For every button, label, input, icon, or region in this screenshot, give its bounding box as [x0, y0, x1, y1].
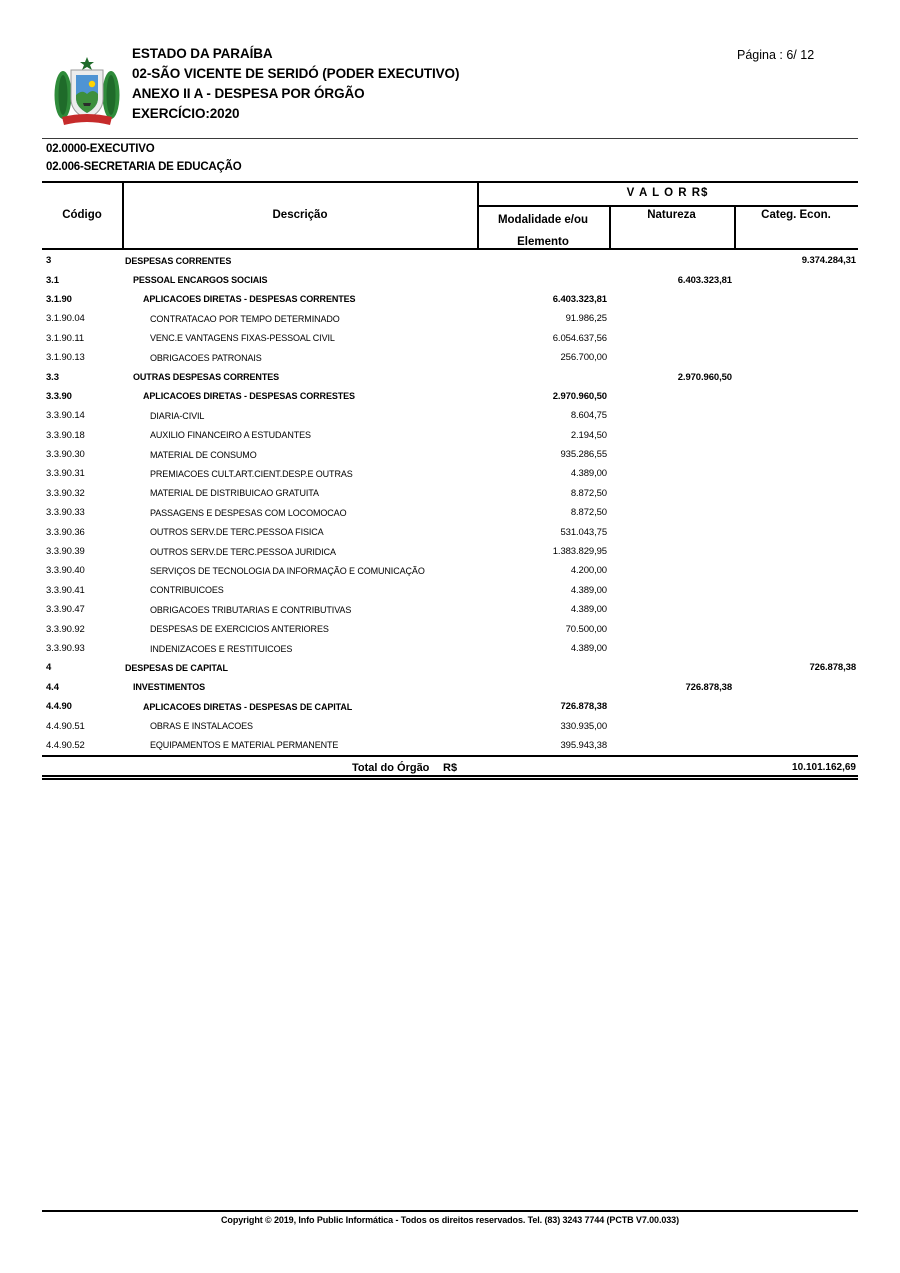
row-modalidade-value: 726.878,38: [560, 701, 607, 713]
row-code: 4.4: [46, 681, 59, 693]
row-description: CONTRATACAO POR TEMPO DETERMINADO: [150, 313, 340, 324]
exercise-year: EXERCÍCIO:2020: [132, 106, 240, 121]
row-code: 4.4.90.52: [46, 739, 85, 751]
row-description: OBRIGACOES TRIBUTARIAS E CONTRIBUTIVAS: [150, 604, 352, 615]
column-header-categ-econ: Categ. Econ.: [761, 209, 831, 221]
row-modalidade-value: 2.970.960,50: [552, 390, 607, 402]
row-code: 4.4.90.51: [46, 720, 85, 732]
table-row: [42, 348, 858, 367]
row-modalidade-value: 2.194,50: [570, 429, 607, 441]
row-description: DESPESAS CORRENTES: [125, 255, 232, 266]
row-code: 3.3.90.31: [46, 468, 85, 480]
row-description: OUTROS SERV.DE TERC.PESSOA JURIDICA: [150, 546, 336, 557]
table-row: [42, 678, 858, 697]
row-description: CONTRIBUICOES: [150, 585, 224, 596]
row-modalidade-value: 4.389,00: [570, 643, 607, 654]
table-row: [42, 445, 858, 464]
row-modalidade-value: 531.043,75: [560, 526, 607, 538]
row-code: 3.3.90.39: [46, 546, 85, 558]
valor-group-divider: [477, 205, 858, 207]
paraiba-coat-of-arms-logo: [54, 57, 120, 131]
row-code: 3.1.90.13: [46, 352, 85, 364]
row-code: 3.3.90.36: [46, 526, 85, 538]
modalidade-line1: Modalidade e/ou: [497, 214, 589, 226]
row-code: 3.1.90.11: [46, 332, 85, 344]
table-row: [42, 716, 858, 735]
row-code: 3.3.90.33: [46, 507, 85, 519]
table-body: [42, 250, 858, 755]
table-row: [42, 619, 858, 638]
row-description: MATERIAL DE DISTRIBUICAO GRATUITA: [150, 488, 319, 499]
table-row: [42, 329, 858, 348]
section-power: 02.0000-EXECUTIVO: [46, 143, 155, 155]
row-description: MATERIAL DE CONSUMO: [150, 449, 257, 460]
row-description: DESPESAS DE EXERCICIOS ANTERIORES: [150, 624, 329, 635]
row-description: PASSAGENS E DESPESAS COM LOCOMOCAO: [150, 507, 347, 518]
table-row: [42, 639, 858, 658]
table-row: [42, 251, 858, 270]
row-natureza-value: 2.970.960,50: [677, 371, 732, 383]
row-description: PREMIACOES CULT.ART.CIENT.DESP.E OUTRAS: [150, 468, 353, 479]
table-row: [42, 697, 858, 716]
expense-table: [42, 181, 858, 780]
row-code: 3.3.90.40: [46, 565, 85, 577]
table-row: [42, 522, 858, 541]
row-description: VENC.E VANTAGENS FIXAS-PESSOAL CIVIL: [150, 333, 335, 344]
total-currency: R$: [443, 762, 458, 775]
row-modalidade-value: 330.935,00: [560, 720, 607, 732]
row-code: 3.3.90.30: [46, 449, 85, 461]
row-natureza-value: 726.878,38: [685, 681, 732, 693]
table-row: [42, 367, 858, 386]
row-description: PESSOAL ENCARGOS SOCIAIS: [133, 275, 268, 286]
table-row: [42, 600, 858, 619]
row-modalidade-value: 6.403.323,81: [552, 293, 607, 305]
row-modalidade-value: 70.500,00: [565, 623, 607, 635]
table-row: [42, 542, 858, 561]
table-row: [42, 658, 858, 677]
row-description: INVESTIMENTOS: [133, 682, 206, 693]
table-row: [42, 736, 858, 755]
table-row: [42, 406, 858, 425]
row-modalidade-value: 91.986,25: [565, 313, 607, 325]
row-code: 3.3.90.47: [46, 604, 85, 616]
row-modalidade-value: 4.200,00: [570, 565, 607, 577]
table-row: [42, 270, 858, 289]
row-modalidade-value: 395.943,38: [560, 739, 607, 751]
row-description: OUTROS SERV.DE TERC.PESSOA FISICA: [150, 527, 324, 538]
row-modalidade-value: 8.872,50: [570, 507, 607, 519]
row-modalidade-value: 1.383.829,95: [552, 546, 607, 558]
row-code: 4: [46, 662, 52, 674]
report-title-block: [132, 44, 459, 124]
row-categ-econ-value: 726.878,38: [809, 662, 856, 674]
row-code: 4.4.90: [46, 701, 72, 713]
column-header-modalidade: [477, 209, 609, 253]
row-description: AUXILIO FINANCEIRO A ESTUDANTES: [150, 430, 311, 441]
row-description: APLICACOES DIRETAS - DESPESAS DE CAPITAL: [143, 701, 353, 712]
row-description: DIARIA-CIVIL: [150, 410, 205, 421]
section-organ: 02.006-SECRETARIA DE EDUCAÇÃO: [46, 161, 242, 173]
footer-divider: [42, 1210, 858, 1212]
table-row: [42, 581, 858, 600]
table-header: [42, 181, 858, 250]
table-row: [42, 387, 858, 406]
table-row: [42, 290, 858, 309]
row-description: APLICACOES DIRETAS - DESPESAS CORRESTES: [143, 391, 355, 402]
row-description: OBRIGACOES PATRONAIS: [150, 352, 262, 363]
row-modalidade-value: 6.054.637,56: [552, 332, 607, 344]
total-row: [42, 755, 858, 780]
row-code: 3: [46, 255, 52, 267]
modalidade-line2: Elemento: [517, 236, 569, 248]
table-row: [42, 484, 858, 503]
report-title: ANEXO II A - DESPESA POR ÓRGÃO: [132, 86, 365, 101]
row-code: 3.3.90.41: [46, 584, 85, 596]
table-row: [42, 561, 858, 580]
table-row: [42, 426, 858, 445]
header-divider: [42, 138, 858, 139]
total-label: Total do Órgão: [352, 762, 430, 775]
row-code: 3.3.90.14: [46, 410, 85, 422]
row-code: 3.3.90.32: [46, 487, 85, 499]
row-modalidade-value: 8.872,50: [570, 487, 607, 499]
row-description: OUTRAS DESPESAS CORRENTES: [133, 372, 280, 383]
row-modalidade-value: 8.604,75: [570, 410, 607, 422]
total-value: 10.101.162,69: [792, 762, 856, 774]
row-description: APLICACOES DIRETAS - DESPESAS CORRENTES: [143, 294, 356, 305]
page-number: Página : 6/ 12: [737, 48, 815, 62]
row-code: 3.3.90.93: [46, 643, 85, 654]
row-code: 3.3.90.18: [46, 429, 85, 441]
table-row: [42, 503, 858, 522]
table-row: [42, 309, 858, 328]
row-code: 3.1: [46, 274, 59, 286]
column-header-codigo: Código: [62, 209, 102, 221]
row-categ-econ-value: 9.374.284,31: [801, 255, 856, 267]
row-natureza-value: 6.403.323,81: [677, 274, 732, 286]
table-row: [42, 464, 858, 483]
state-name: ESTADO DA PARAÍBA: [132, 46, 273, 61]
row-description: INDENIZACOES E RESTITUICOES: [150, 643, 293, 654]
row-modalidade-value: 935.286,55: [560, 449, 607, 461]
row-description: OBRAS E INSTALACOES: [150, 721, 253, 732]
row-code: 3.1.90.04: [46, 313, 85, 325]
row-modalidade-value: 4.389,00: [570, 468, 607, 480]
row-code: 3.3.90: [46, 390, 72, 402]
row-description: DESPESAS DE CAPITAL: [125, 662, 228, 673]
column-header-natureza: Natureza: [647, 209, 696, 221]
row-modalidade-value: 4.389,00: [570, 604, 607, 616]
row-code: 3.3.90.92: [46, 623, 85, 635]
copyright-notice: Copyright © 2019, Info Public Informática - Todos os direitos reservados. Tel. (83) 3243 7744 (PCTB V7.00.033): [221, 1215, 679, 1225]
row-description: SERVIÇOS DE TECNOLOGIA DA INFORMAÇÃO E COMUNICAÇÃO: [150, 565, 425, 576]
row-modalidade-value: 256.700,00: [560, 352, 607, 364]
row-description: EQUIPAMENTOS E MATERIAL PERMANENTE: [150, 740, 339, 751]
column-header-descricao: Descrição: [272, 209, 328, 221]
column-header-valor-group: V A L O R R$: [626, 187, 709, 199]
row-modalidade-value: 4.389,00: [570, 584, 607, 596]
entity-name: 02-SÃO VICENTE DE SERIDÓ (PODER EXECUTIVO): [132, 66, 460, 81]
row-code: 3.1.90: [46, 293, 72, 305]
row-code: 3.3: [46, 371, 59, 383]
